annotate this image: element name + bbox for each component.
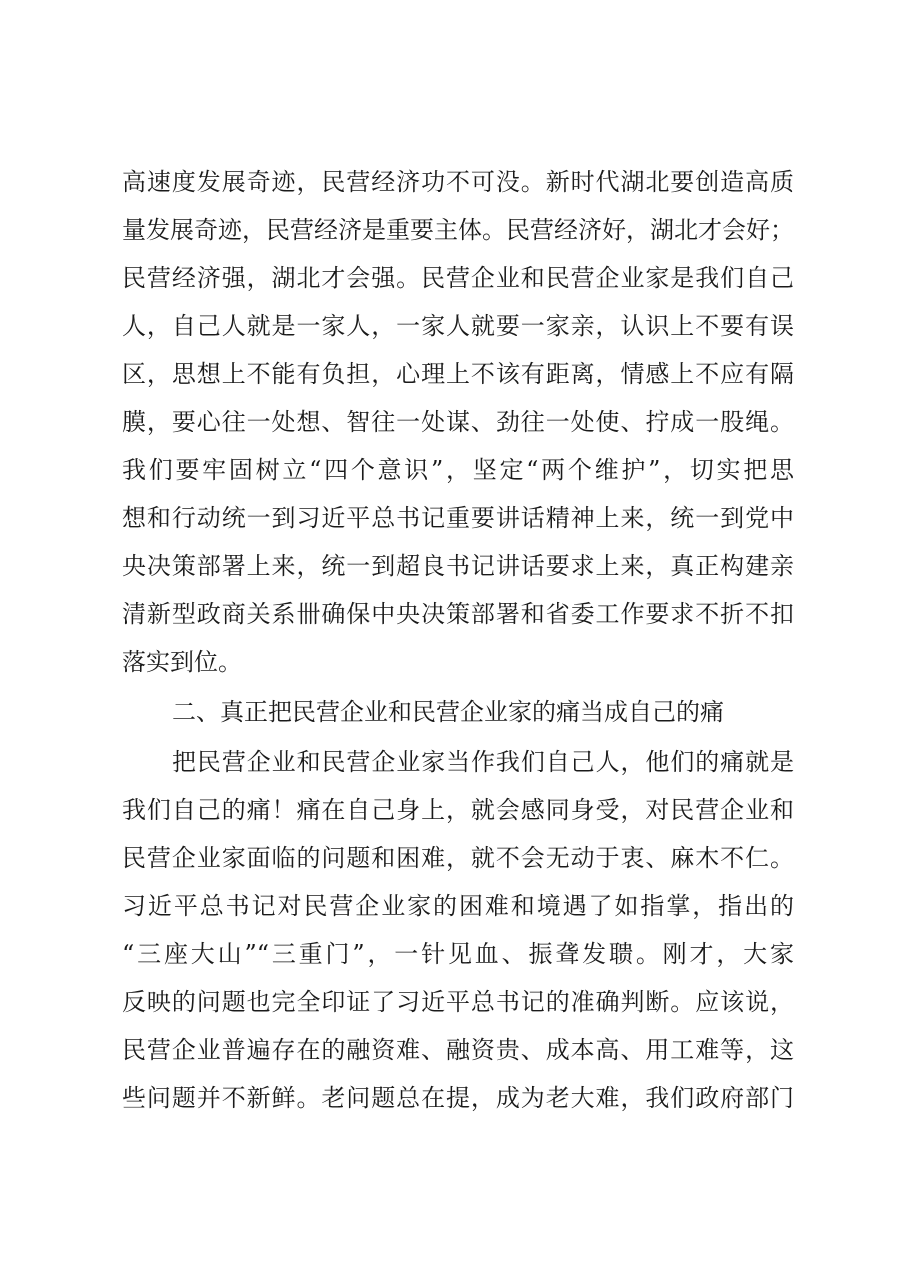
paragraph-line: 习近平总书记对民营企业家的困难和境遇了如指掌，指出的	[122, 892, 794, 920]
paragraph-line: 民营企业普遍存在的融资难、融资贵、成本高、用工难等，这	[122, 1036, 794, 1064]
paragraph-line: 些问题并不新鲜。老问题总在提，成为老大难，我们政府部门	[122, 1084, 794, 1112]
paragraph-line: 清新型政商关系卌确保中央决策部署和省委工作要求不折不扣	[122, 600, 794, 628]
paragraph-line: 区，思想上不能有负担，心理上不该有距离，情感上不应有隔	[122, 360, 794, 388]
paragraph-line: 我们要牢固树立“四个意识”，坚定“两个维护”，切实把思	[122, 456, 794, 484]
paragraph-line: 高速度发展奇迹，民营经济功不可没。新时代湖北要创造高质	[122, 168, 794, 196]
paragraph-line: “三座大山”“三重门”，一针见血、振聋发聩。刚才，大家	[122, 940, 794, 968]
paragraph-line: 央决策部署上来，统一到超良书记讲话要求上来，真正构建亲	[122, 552, 794, 580]
paragraph-line: 把民营企业和民营企业家当作我们自己人，他们的痛就是	[172, 748, 794, 776]
paragraph-line: 人，自己人就是一家人，一家人就要一家亲，认识上不要有误	[122, 312, 794, 340]
paragraph-line: 我们自己的痛！痛在自己身上，就会感同身受，对民营企业和	[122, 796, 794, 824]
paragraph-line: 落实到位。	[122, 648, 242, 676]
paragraph-line: 量发展奇迹，民营经济是重要主体。民营经济好，湖北才会好；	[122, 216, 794, 244]
paragraph-line: 民营经济强，湖北才会强。民营企业和民营企业家是我们自己	[122, 264, 794, 292]
paragraph-line: 民营企业家面临的问题和困难，就不会无动于衷、麻木不仁。	[122, 844, 794, 872]
paragraph-line: 膜，要心往一处想、智往一处谋、劲往一处使、拧成一股绳。	[122, 408, 794, 436]
paragraph-line: 想和行动统一到习近平总书记重要讲话精神上来，统一到党中	[122, 504, 794, 532]
paragraph-line: 反映的问题也完全印证了习近平总书记的准确判断。应该说，	[122, 988, 794, 1016]
section-heading: 二、真正把民营企业和民营企业家的痛当成自己的痛	[172, 698, 724, 726]
